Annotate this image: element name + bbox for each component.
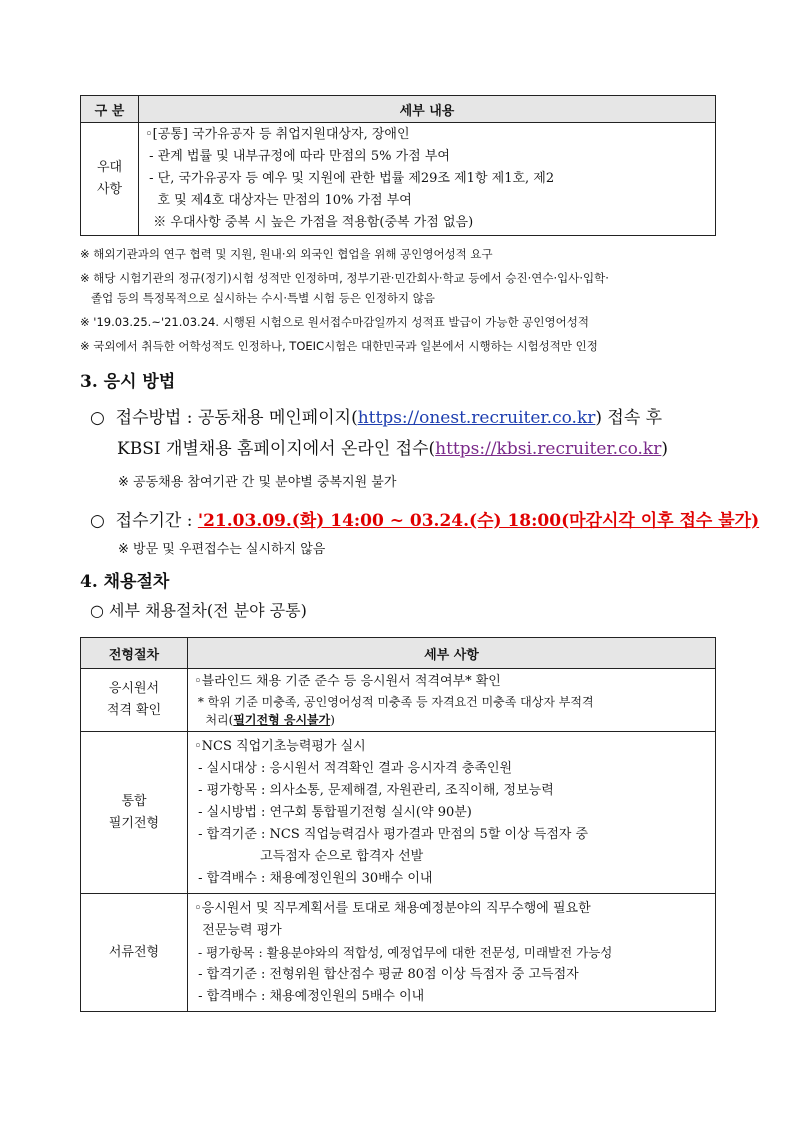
table1-row-detail: ◦[공통] 국가유공자 등 취업지원대상자, 장애인 - 관계 법률 및 내부규정에 따라 만점의 5% 가점 부여 - 단, 국가유공자 등 예우 및 지원에 관한 법률 제29조 제1항 제1호, 제2 호 및 제4호 대상자는 만점의 10% 가점 부여 ※ 우대사항 중복 시 높은 가점을 적용함(중복 가점 없음) [139,123,716,236]
kbsi-link[interactable]: https://kbsi.recruiter.co.kr [435,439,662,459]
note-1: ※ 해외기관과의 연구 협력 및 지원, 원내·외 외국인 협업을 위해 공인영어성적 요구 [80,247,493,261]
section3-title: 3. 응시 방법 [80,372,176,392]
section4-title: 4. 채용절차 [80,572,170,592]
method-line2: KBSI 개별채용 홈페이지에서 온라인 접수(https://kbsi.recruiter.co.kr) [117,439,668,459]
onest-link[interactable]: https://onest.recruiter.co.kr [357,408,596,428]
note-2: ※ 해당 시험기관의 정규(정기)시험 성적만 인정하며, 정부기관·민간회사·학교 등에서 승진·연수·입사·입학· [80,271,609,285]
row-written-label: 통합 필기전형 [81,732,188,894]
period-line: ○ 접수기간 : '21.03.09.(화) 14:00 ~ 03.24.(수) 18:00(마감시각 이후 접수 불가) [90,511,760,531]
section4-subtitle: ○ 세부 채용절차(전 분야 공통) [90,601,307,620]
note-3: ※ '19.03.25.~'21.03.24. 시행된 시험으로 원서접수마감일까지 성적표 발급이 가능한 공인영어성적 [80,315,589,329]
procedure-table [80,637,716,1012]
row-application-detail: ◦블라인드 채용 기준 준수 등 응시원서 적격여부* 확인 * 학위 기준 미충족, 공인영어성적 미충족 등 자격요건 미충족 대상자 부적격 처리(필기전형 응시불가) [188,669,716,732]
table1-header-category: 구 분 [81,96,139,123]
row-application-label: 응시원서 적격 확인 [81,669,188,732]
period-value: '21.03.09.(화) 14:00 ~ 03.24.(수) 18:00(마감시각 이후 접수 불가) [197,511,760,531]
preference-table [80,95,716,236]
row-document-label: 서류전형 [81,894,188,1012]
note-2-cont: 졸업 등의 특정목적으로 실시하는 수시·특별 시험 등은 인정하지 않음 [80,291,435,305]
method-line1: ○ 접수방법 : 공동채용 메인페이지(https://onest.recruiter.co.kr) 접속 후 [90,408,663,428]
period-note: ※ 방문 및 우편접수는 실시하지 않음 [118,542,326,557]
table1-row-label: 우대 사항 [81,123,139,236]
note-4: ※ 국외에서 취득한 어학성적도 인정하나, TOEIC시험은 대한민국과 일본에서 시행하는 시험성적만 인정 [80,339,598,353]
table1-header-detail: 세부 내용 [139,96,716,123]
table2-header-detail: 세부 사항 [188,638,716,669]
table2-header-step: 전형절차 [81,638,188,669]
row-written-detail: ◦NCS 직업기초능력평가 실시 - 실시대상 : 응시원서 적격확인 결과 응시자격 충족인원 - 평가항목 : 의사소통, 문제해결, 자원관리, 조직이해, 정보능력 - 실시방법 : 연구회 통합필기전형 실시(약 90분) - 합격기준 : NCS 직업능력검사 평가결과 만점의 5할 이상 득점자 중 고득점자 순으로 합격자 선발 - 합격배수 : 채용예정인원의 30배수 이내 [188,732,716,894]
method-note: ※ 공동채용 참여기관 간 및 분야별 중복지원 불가 [118,475,397,490]
row-document-detail: ◦응시원서 및 직무계획서를 토대로 채용예정분야의 직무수행에 필요한 전문능력 평가 - 평가항목 : 활용분야와의 적합성, 예정업무에 대한 전문성, 미래발전 가능성 - 합격기준 : 전형위원 합산점수 평균 80점 이상 득점자 중 고득점자 - 합격배수 : 채용예정인원의 5배수 이내 [188,894,716,1012]
